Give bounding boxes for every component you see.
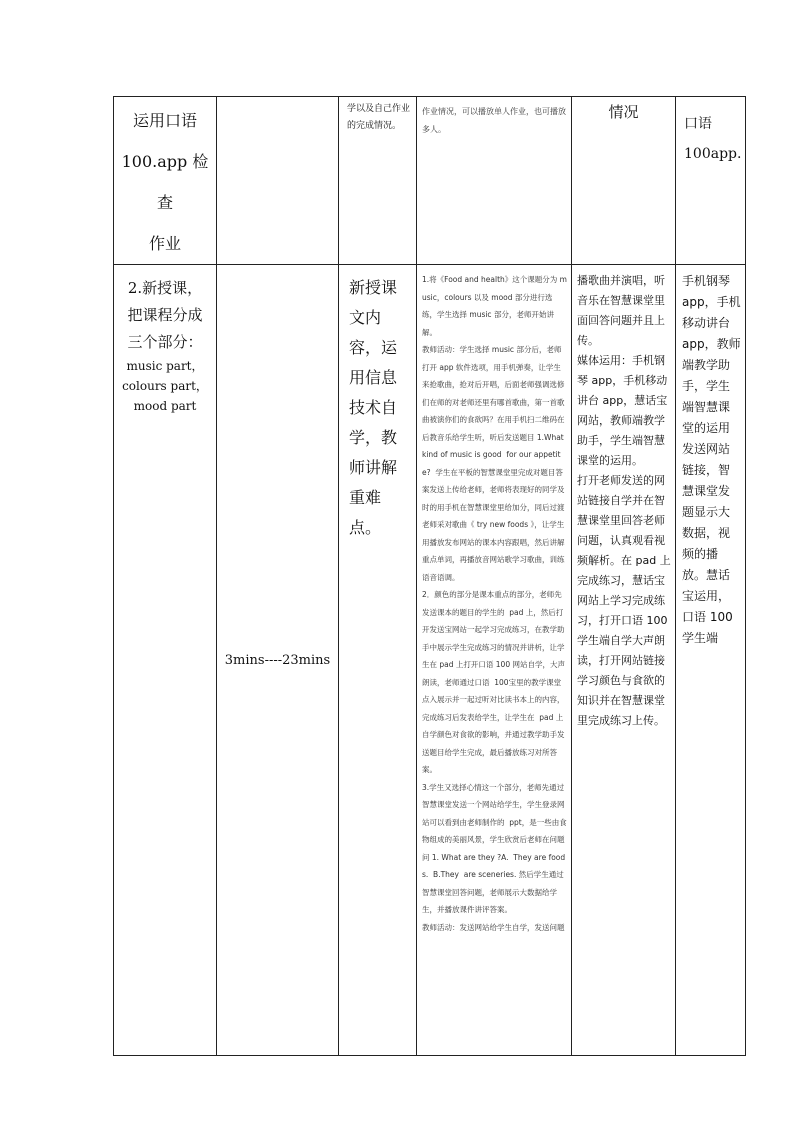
step-title bbox=[114, 265, 216, 356]
table-row bbox=[114, 265, 746, 1056]
time-cell: 3mins----23mins bbox=[217, 265, 339, 1056]
media-cell bbox=[676, 265, 746, 1056]
step-line: 把课程分成 bbox=[127, 306, 203, 324]
content-text: 学以及自己作业的完成情况。 bbox=[347, 104, 411, 131]
step-line: 作业 bbox=[148, 234, 181, 253]
step-part: colours part， bbox=[122, 379, 208, 393]
media-cell bbox=[676, 97, 746, 265]
step-parts bbox=[114, 356, 216, 416]
step-line: 运用口语 bbox=[132, 111, 197, 130]
student-text: 情况 bbox=[608, 103, 639, 121]
step-line: 100.app 检查 bbox=[121, 152, 209, 212]
media-text: 手机钢琴 app，手机移动讲台 app，教师端教学助手，学生端智慧课堂的运用发送网站链接，智慧课堂发题显示大数据，视频的播放。慧话宝运用，口语 100 学生端 bbox=[682, 274, 741, 645]
media-line: 100app. bbox=[684, 146, 742, 162]
activity-text: 作业情况，可以播放单人作业，也可播放多人。 bbox=[422, 107, 566, 134]
step-cell bbox=[114, 97, 217, 265]
step-line: 三个部分： bbox=[127, 333, 203, 351]
step-line: 2.新授课， bbox=[127, 279, 203, 297]
student-cell bbox=[572, 265, 676, 1056]
content-cell bbox=[339, 97, 417, 265]
table-row bbox=[114, 97, 746, 265]
step-part: mood part bbox=[133, 399, 197, 413]
media-line: 口语 bbox=[684, 116, 712, 132]
step-part: music part， bbox=[126, 359, 204, 373]
time-cell bbox=[217, 97, 339, 265]
step-cell bbox=[114, 265, 217, 1056]
content-text: 新授课文内容，运用信息技术自学，教师讲解重难点。 bbox=[349, 278, 398, 537]
student-text: 播歌曲并演唱，听音乐在智慧课堂里面回答问题并且上传。 媒体运用：手机钢琴 app，手机移动讲台 app，慧话宝网站，教师端教学助手，学生端智慧课堂的运用。 打开老师发送的网站链接自学并在智慧课堂里回答老师问题，认真观看视频解析。在 pad 上完成练习，慧话宝网站上学习完成练习，打开口语 100 学生端自学大声朗读，打开网站链接学习颜色与食欲的知识并在智慧课堂里完成练习上传。 bbox=[577, 274, 671, 727]
step-text bbox=[114, 97, 216, 264]
content-cell bbox=[339, 265, 417, 1056]
media-text bbox=[676, 97, 745, 169]
student-cell bbox=[572, 97, 676, 265]
lesson-plan-table bbox=[113, 96, 746, 1056]
activity-text: 1.将《Food and health》这个课题分为 music，colours 以及 mood 部分进行选练，学生选择 music 部分，老师开始讲解。 教师活动：学生选择 music 部分后，老师打开 app 软件选项，用手机弹奏，让学生来抢歌曲，抢对后开唱，后面老师强调选修们在师的对老师还里有哪首歌曲，第一首歌曲被演你们的食欲吗？在用手机扫二维码在后教音乐给学生听，听后发送题目 1.What kind of music is good for our appetite? 学生在平板的智慧课堂里完成对题目答案发送上传给老师，老师将表现好的同学及时的用手机在智慧课堂里给加分，同后过渡老师采对歌曲《 try new foods 》，让学生用播放发布网站的课本内容跟唱，然后讲解重点单词，再播放音网站歌学习歌曲，训练语音语调。 2．颜色的部分是课本重点的部分，老师先发送课本的题目的学生的 pad 上，然后打开发送宝网站一起学习完成练习，在教学助手中展示学生完成练习的情况并讲析，让学生在 pad 上打开口语 100 网站自学，大声朗读，老师通过口语 100宝里的教学课堂点入展示并一起过听对比读书本上的内容，完成练习后发表给学生，让学生在 pad 上自学颜色对食欲的影响，并通过教学助手发送题目给学生完成，最后播放练习对所答案。 3.学生又选择心情这一个部分，老师先通过智慧课堂发送一个网站给学生，学生登录网站可以看到由老师制作的 ppt，是一些由食物组成的美丽风景，学生欣赏后老师在问题问 1. What are they ?A. They are foods. B.They are sceneries. 然后学生通过智慧课堂回答问题，老师展示大数据给学生，并播放课件讲评答案。 教师活动：发送网站给学生自学，发送问题 bbox=[422, 275, 567, 932]
activity-cell bbox=[417, 97, 572, 265]
activity-cell bbox=[417, 265, 572, 1056]
